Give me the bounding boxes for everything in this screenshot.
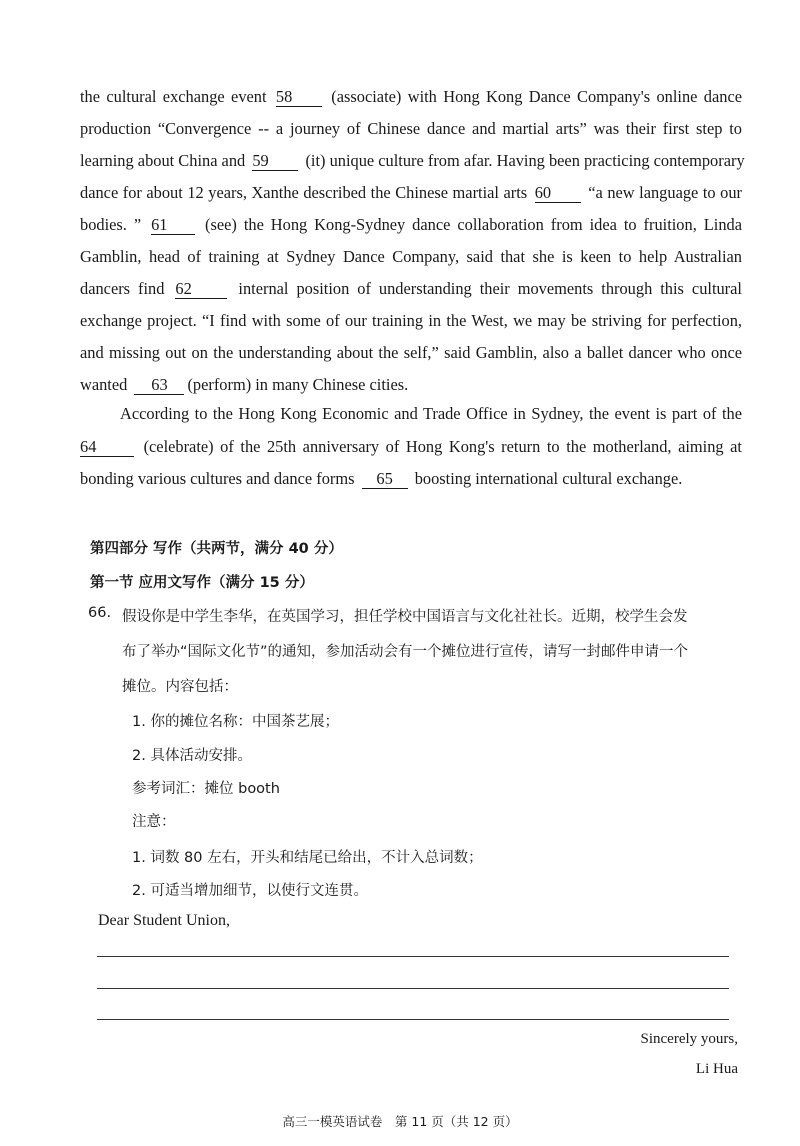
- blank-58: 58: [276, 88, 322, 107]
- text: and missing out on the understanding about the self,” said Gamblin, also a ballet dancer who once: [80, 343, 742, 362]
- writing-line-1: [97, 956, 729, 957]
- question-number: 66.: [88, 605, 112, 621]
- section-title: 第四部分 写作（共两节，满分 40 分）: [90, 541, 343, 557]
- passage-line-8: [80, 310, 742, 332]
- blank-60: 60: [535, 184, 581, 203]
- passage-line-6: [80, 246, 742, 268]
- letter-closing: Sincerely yours,: [640, 1031, 738, 1047]
- text: learning about China and: [80, 151, 246, 170]
- passage-line-3: [80, 150, 745, 172]
- text: dancers find: [80, 279, 165, 298]
- blank-59: 59: [252, 152, 298, 171]
- note-title: 注意：: [132, 814, 176, 830]
- text: According to the Hong Kong Economic and Trade Office in Sydney, the event is part of the: [120, 404, 742, 423]
- vocab-hint: 参考词汇：摊位 booth: [132, 781, 280, 797]
- blank-63: 63: [134, 376, 184, 395]
- text: Gamblin, head of training at Sydney Dance Company, said that she is keen to help Australian: [80, 247, 742, 266]
- blank-61: 61: [151, 216, 195, 235]
- blank-64: 64: [80, 438, 134, 457]
- blank-62: 62: [175, 280, 227, 299]
- question-line-1: 假设你是中学生李华，在英国学习，担任学校中国语言与文化社社长。近期，校学生会发: [122, 609, 688, 625]
- page-footer: 高三一模英语试卷 第 11 页（共 12 页）: [282, 1114, 518, 1129]
- text: (it) unique culture from afar. Having been practicing contemporary: [305, 151, 745, 170]
- text: (see) the Hong Kong-Sydney dance collaboration from idea to fruition, Linda: [205, 215, 742, 234]
- letter-greeting: Dear Student Union,: [98, 912, 230, 929]
- passage-line-4: [80, 182, 742, 204]
- text: production “Convergence -- a journey of Chinese dance and martial arts” was their first step to: [80, 119, 742, 138]
- letter-signature: Li Hua: [695, 1061, 738, 1077]
- passage-line-12: [80, 436, 742, 458]
- text: the cultural exchange event: [80, 87, 267, 106]
- blank-65: 65: [362, 470, 408, 489]
- text: boosting international cultural exchange.: [414, 469, 683, 488]
- text: internal position of understanding their movements through this cultural: [238, 279, 742, 298]
- content-item-2: 2. 具体活动安排。: [132, 748, 252, 764]
- text: (celebrate) of the 25th anniversary of Hong Kong's return to the motherland, aiming at: [143, 437, 742, 456]
- text: (perform) in many Chinese cities.: [187, 375, 409, 394]
- text: (associate) with Hong Kong Dance Company's online dance: [331, 87, 742, 106]
- text: exchange project. “I find with some of our training in the West, we may be striving for perfection,: [80, 311, 742, 330]
- text: wanted: [80, 375, 128, 394]
- text: bodies. ”: [80, 215, 142, 234]
- note-item-1: 1. 词数 80 左右，开头和结尾已给出，不计入总词数；: [132, 850, 483, 866]
- passage-line-7: [80, 278, 742, 300]
- passage-line-9: [80, 342, 742, 364]
- text: bonding various cultures and dance forms: [80, 469, 355, 488]
- passage-line-2: [80, 118, 742, 140]
- passage-line-1: [80, 86, 742, 108]
- content-item-1: 1. 你的摊位名称：中国茶艺展；: [132, 714, 339, 730]
- subsection-title: 第一节 应用文写作（满分 15 分）: [90, 575, 314, 591]
- passage-line-5: [80, 214, 742, 236]
- passage-line-13: [80, 468, 742, 490]
- passage-line-11: [120, 403, 742, 425]
- note-item-2: 2. 可适当增加细节，以使行文连贯。: [132, 883, 368, 899]
- text: “a new language to our: [588, 183, 742, 202]
- question-line-2: 布了举办“国际文化节”的通知，参加活动会有一个摊位进行宣传，请写一封邮件申请一个: [122, 644, 689, 660]
- passage-line-10: [80, 374, 742, 396]
- question-line-3: 摊位。内容包括：: [122, 679, 238, 695]
- writing-line-2: [97, 988, 729, 989]
- writing-line-3: [97, 1019, 729, 1020]
- text: dance for about 12 years, Xanthe described the Chinese martial arts: [80, 183, 528, 202]
